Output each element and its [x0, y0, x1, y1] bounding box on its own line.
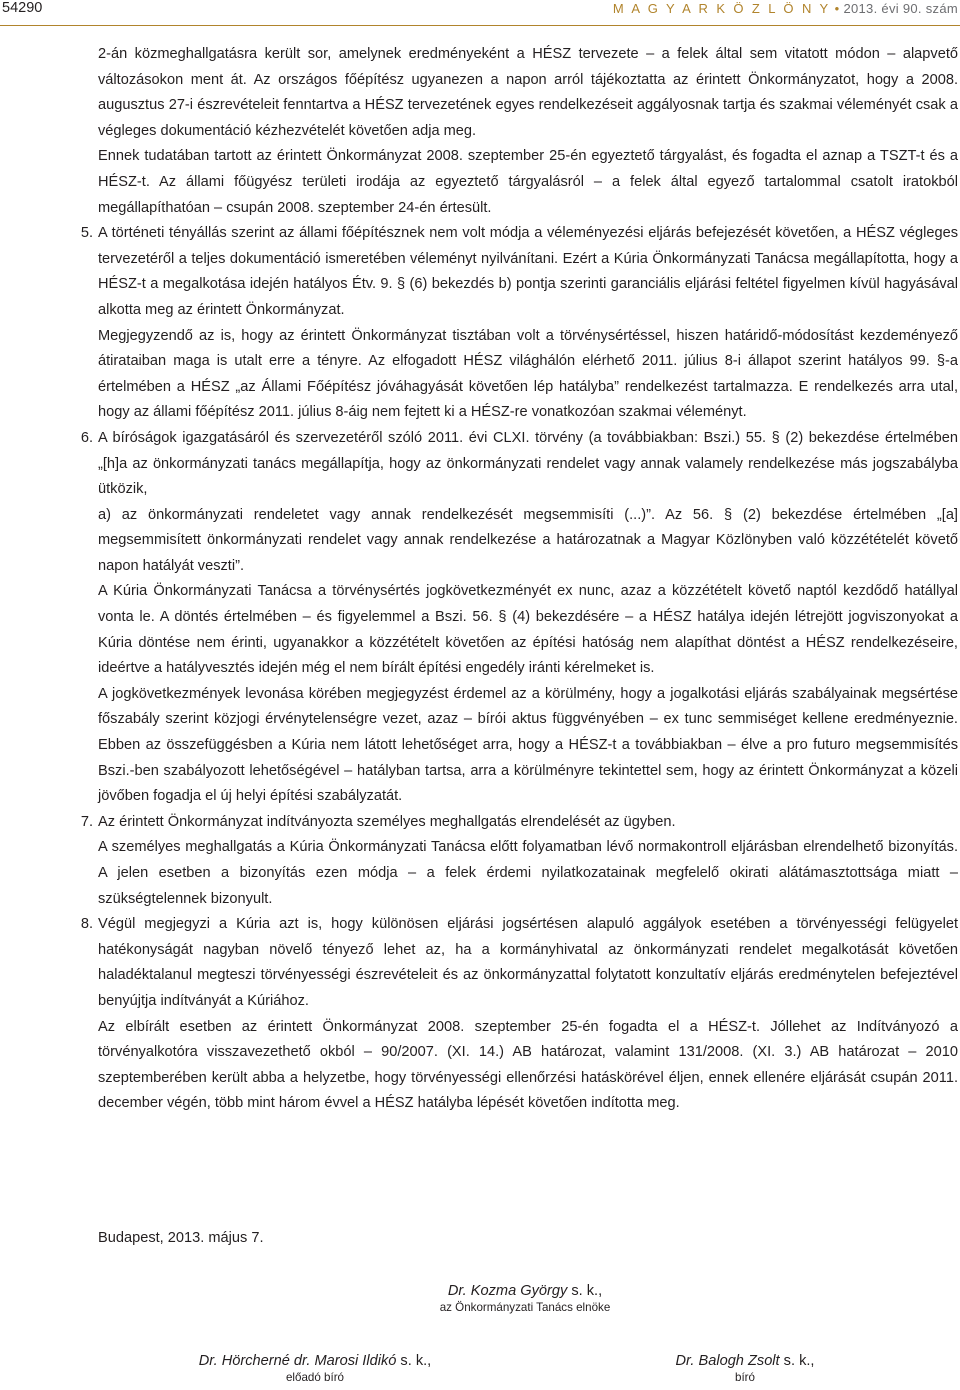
document-body [80, 42, 958, 1117]
signer-name: Dr. Hörcherné dr. Marosi Ildikó [198, 1353, 397, 1369]
paragraph-text: Végül megjegyzi a Kúria azt is, hogy különösen eljárási jogsértésen alapuló aggályok esetében a törvényességi felügyelet hatékonyságát nagyban növelő tényező lehet az, ha a kormányhivatal az önkormányzati rendelet megalkotását követően haladéktalanul megteszi törvényességi észrevételeit és az önkormányzattal folytatott konzultatív eljárás eredménytelen befejeztével benyújtja indítványát a Kúriához. [98, 916, 958, 1009]
section-5 [80, 221, 958, 323]
paragraph-text: A Kúria Önkormányzati Tanácsa a törvénysértés jogkövetkezményét ex nunc, azaz a közzétételt követő naptól kezdődő hatállyal vonta le. A döntés értelmében – és figyelemmel a Bszi. 56. § (4) bekezdésére – a HÉSZ hatálya idején létrejött jogviszonyokat a Kúria döntése nem érinti, ugyanakkor a közzétételt követően az építési hatóság nem alapíthat döntést a HÉSZ rendelkezéseire, ideértve a hatályvesztés idején még el nem bírált építési engedély iránti kérelmeket is. [98, 583, 958, 677]
paragraph-3 [98, 324, 958, 426]
page-header [0, 0, 960, 24]
section-number: 6. [80, 429, 93, 446]
signer-suffix: s. k., [779, 1353, 815, 1369]
separator-dot-icon: • [834, 1, 840, 16]
paragraph-text: Az érintett Önkormányzat indítványozta személyes meghallgatás elrendelését az ügyben. [98, 813, 676, 830]
section-number: 5. [80, 225, 93, 242]
section-7 [80, 810, 958, 836]
paragraph-1 [98, 144, 958, 221]
page-number: 54290 [2, 0, 43, 16]
journal-header [613, 1, 958, 16]
signer-suffix: s. k., [567, 1283, 603, 1299]
paragraph-7 [98, 682, 958, 810]
signer-suffix: s. k., [396, 1353, 432, 1369]
signer-role: előadó bíró [285, 1371, 344, 1384]
paragraph-text: A bíróságok igazgatásáról és szervezetéről szóló 2011. évi CLXI. törvény (a továbbiakban: Bszi.) 55. § (2) bekezdése értelmében „[h]a az önkormányzati tanács megállapítja, hogy az önkormányzati rendelet vagy annak valamely rendelkezése más jogszabályba ütközik, [98, 429, 958, 498]
paragraph-0 [98, 42, 958, 144]
paragraph-text: A jogkövetkezmények levonása körében megjegyzést érdemel az a körülmény, hogy a jogalkotási eljárás szabályainak megsértése főszabály szerint közjogi érvénytelenségre vezet, azaz – bírói aktus függvényében – ex tunc semmiséget kellene eredményeznie. Ebben az összefüggésben a Kúria nem látott lehetőséget arra, hogy a HÉSZ-t a továbbiakban – élve a pro futuro megsemmisítés Bszi.-ben szabályozott lehetőségével – hatályban tartsa, arra a körülményre tekintettel sem, hogy az érintett Önkormányzat a közeli jövőben fogadja el új helyi építési szabályzatát. [98, 685, 958, 805]
paragraph-text: a) az önkormányzati rendeletet vagy annak rendelkezését megsemmisíti (...)”. Az 56. § (2) bekezdése értelmében „[a] megsemmisített önkormányzati rendelet vagy annak rendelkezése a határozatnak a Magyar Közlönyben való közzétételét követő napon hatályát veszti”. [98, 506, 958, 574]
signature-president [380, 1283, 670, 1314]
paragraph-5 [98, 503, 958, 580]
section-number: 8. [80, 916, 93, 933]
signer-name: Dr. Balogh Zsolt [675, 1353, 780, 1369]
issue-label: 2013. évi 90. szám [843, 1, 958, 16]
place-and-date: Budapest, 2013. május 7. [98, 1230, 264, 1246]
section-8 [80, 912, 958, 1014]
paragraph-text: Megjegyzendő az is, hogy az érintett Önkormányzat tisztában volt a törvénysértéssel, hiszen határidő-módosítást kezdeményező átirataiban maga is utalt erre a tényre. Az elfogadott HÉSZ világhálón elérhető 2011. július 8-i állapot szerint hatályos 99. §-a értelmében a HÉSZ „az Állami Főépítész jóváhagyását követően lép hatályba” rendelkezést tartalmazza. E rendelkezés arra utal, hogy az állami főépítész 2011. július 8-áig nem fejtett ki a HÉSZ-re vonatkozóan szakmai véleményt. [98, 327, 958, 421]
paragraph-text: A személyes meghallgatás a Kúria Önkormányzati Tanácsa előtt folyamatban lévő normakontroll eljárásban elrendelhető bizonyítás. A jelen esetben a bizonyítás ezen módja – a felek érdemi nyilatkozatainak megfelelő okirati alátámasztottsága miatt – szükségtelennek bizonyult. [98, 839, 958, 907]
paragraph-11 [98, 1015, 958, 1117]
section-6 [80, 426, 958, 503]
signature-judge [630, 1353, 860, 1384]
paragraph-text: Az elbírált esetben az érintett Önkormányzat 2008. szeptember 25-én fogadta el a HÉSZ-t. Jóllehet az Indítványozó a törvényalkotóra visszavezethető okból – 90/2007. (XI. 14.) AB határozat, valamint 131/2008. (XI. 3.) AB határozat – 2010 szeptemberében került abba a helyzetbe, hogy törvényességi ellenőrzési hatáskörével éljen, ennek ellenére eljárását csupán 2011. december végén, több mint három évvel a HÉSZ hatályba lépését követően indította meg. [98, 1018, 958, 1112]
section-number: 7. [80, 813, 93, 830]
header-divider [0, 25, 960, 26]
paragraph-text: 2-án közmeghallgatásra került sor, amelynek eredményeként a HÉSZ tervezete – a felek által sem vitatott módon – alapvető változásokon ment át. Az országos főépítész ugyanezen a napon arról tájékoztatta az érintett Önkormányzatot, hogy a 2008. augusztus 27-i észrevételeit fenntartva a HÉSZ tervezetének egyes rendelkezéseit aggályosnak tartja és szakmai véleményét csak a végleges dokumentáció kézhezvételét követően adja meg. [98, 46, 958, 139]
journal-title: M A G Y A R K Ö Z L Ö N Y [612, 1, 831, 16]
paragraph-text: A történeti tényállás szerint az állami főépítésznek nem volt módja a véleményezési eljárás befejezését követően, a HÉSZ végleges tervezetéről a teljes dokumentáció ismeretében véleményt nyilvánítani. Ezért a Kúria Önkormányzati Tanácsa megállapította, hogy a HÉSZ-t a megalkotása idején hatályos Étv. 9. § (6) bekezdés b) pontja szerinti garanciális eljárási feltétel figyelmen kívül hagyásával alkotta meg az érintett Önkormányzat. [98, 225, 958, 318]
signer-role: az Önkormányzati Tanács elnöke [439, 1301, 611, 1314]
paragraph-text: Ennek tudatában tartott az érintett Önkormányzat 2008. szeptember 25-én egyeztető tárgyalást, és fogadta el aznap a TSZT-t és a HÉSZ-t. Az állami főügyész területi irodája az egyeztető tárgyalásról – a felek által egyező tartalommal csatolt iratokból megállapíthatóan – csupán 2008. szeptember 24-én értesült. [98, 148, 958, 216]
paragraph-6 [98, 579, 958, 681]
paragraph-9 [98, 835, 958, 912]
signer-name: Dr. Kozma György [447, 1283, 568, 1299]
signature-rapporteur [170, 1353, 460, 1384]
signer-role: bíró [735, 1371, 755, 1384]
